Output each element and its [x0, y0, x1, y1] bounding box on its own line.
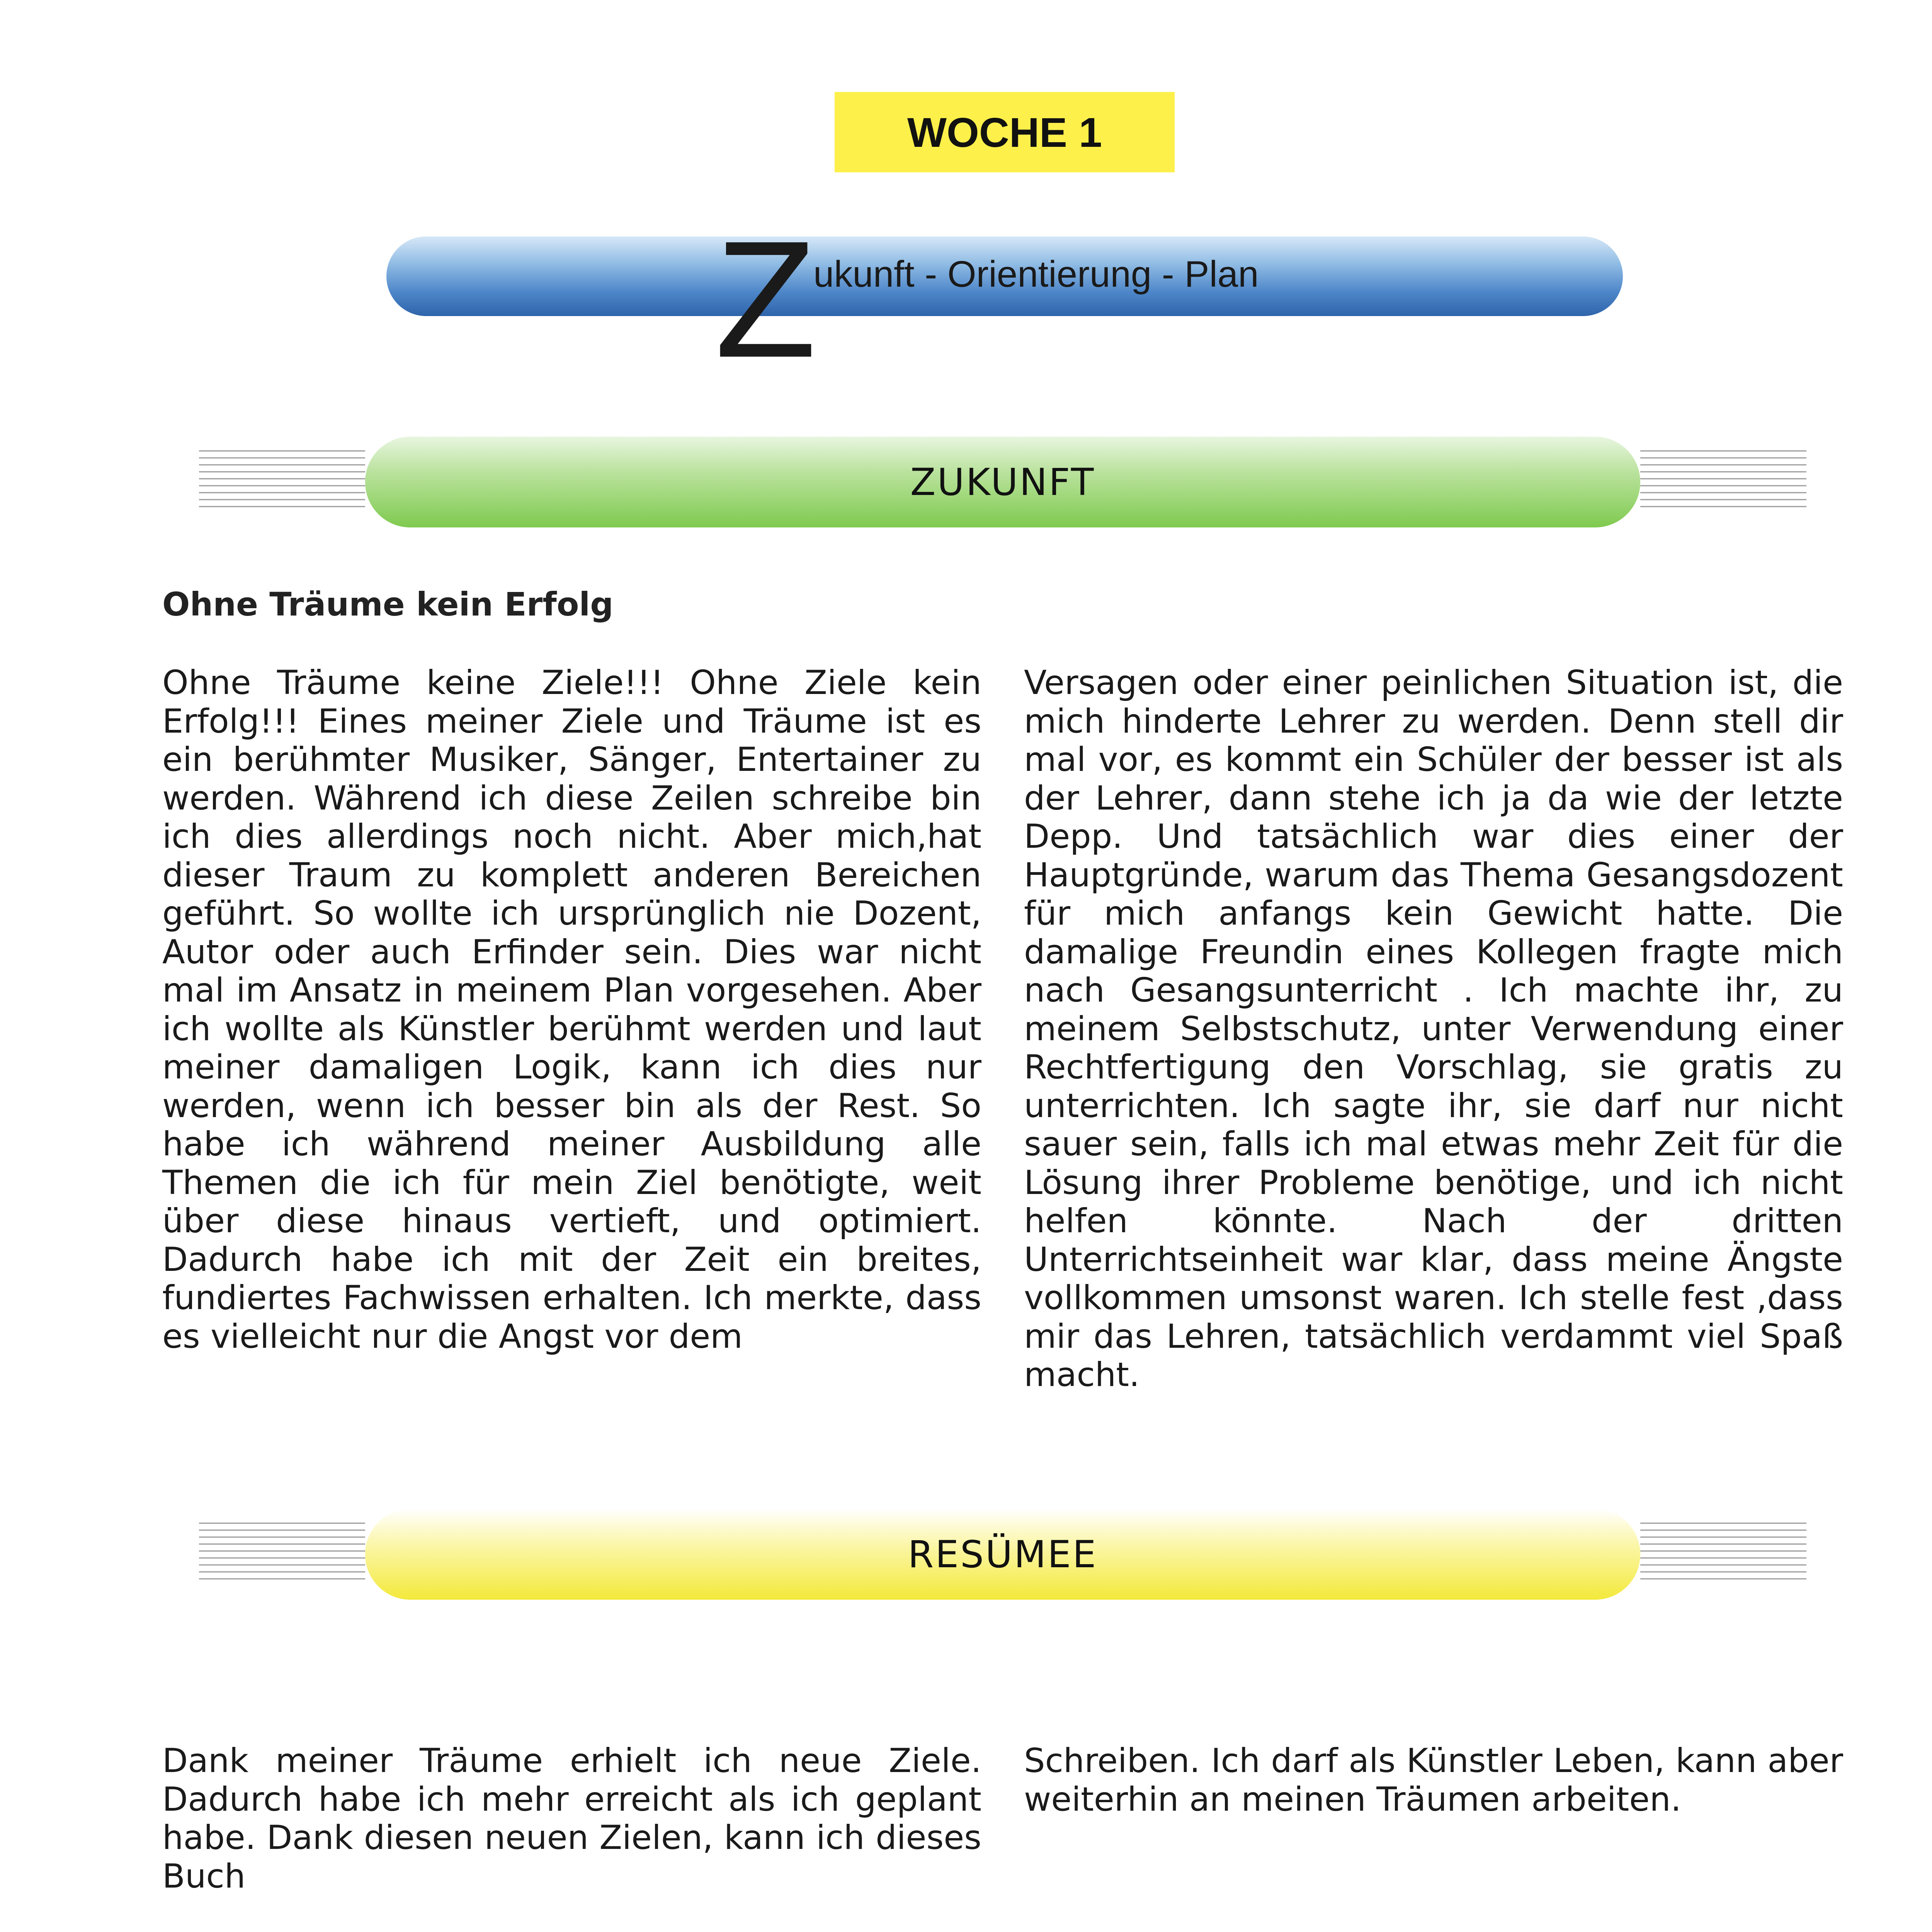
decorative-lines-left	[199, 449, 365, 511]
decorative-lines-right	[1640, 1521, 1806, 1583]
decorative-lines-right	[1640, 449, 1806, 511]
resuemee-text-right: Schreiben. Ich darf als Künstler Leben, kann aber weiterhin an meinen Träumen arbeiten.	[1024, 1742, 1843, 1819]
section-label-resuemee: RESÜMEE	[908, 1532, 1098, 1576]
zukunft-text-left: Ohne Träume keine Ziele!!! Ohne Ziele kein Erfolg!!! Eines meiner Ziele und Träume ist es ein berühmter Musiker, Sänger, Entertainer zu werden. Während ich diese Zeilen schreibe bin ich dies allerdings noch nicht. Aber mich,hat dieser Traum zu komplett anderen Bereichen geführt. So wollte ich ursprünglich nie Dozent, Autor oder auch Erfinder sein. Dies war nicht mal im Ansatz in meinem Plan vorgesehen. Aber ich wollte als Künstler berühmt werden und laut meiner damaligen Logik, kann ich dies nur werden, wenn ich besser bin als der Rest. So habe ich während meiner Ausbildung alle Themen die ich für mein Ziel benötigte, weit über diese hinaus vertieft, und optimiert. Dadurch habe ich mit der Zeit ein breites, fundiertes Fachwissen erhalten. Ich merkte, dass es vielleicht nur die Angst vor dem	[162, 663, 981, 1356]
section-header-resuemee	[365, 1509, 1640, 1600]
title-text: ukunft - Orientierung - Plan	[813, 253, 1259, 295]
article-heading: Ohne Träume kein Erfolg	[162, 585, 614, 623]
section-header-zukunft	[365, 437, 1640, 527]
title-initial: Z	[715, 207, 816, 392]
decorative-lines-left	[199, 1521, 365, 1583]
resuemee-text-left: Dank meiner Träume erhielt ich neue Ziele. Dadurch habe ich mehr erreicht als ich geplant habe. Dank diesen neuen Zielen, kann ich dieses Buch	[162, 1742, 981, 1896]
section-label-zukunft: ZUKUNFT	[910, 460, 1095, 504]
week-badge: WOCHE 1	[835, 92, 1175, 172]
zukunft-text-right: Versagen oder einer peinlichen Situation ist, die mich hinderte Lehrer zu werden. Denn stell dir mal vor, es kommt ein Schüler der besser ist als der Lehrer, dann stehe ich ja da wie der letzte Depp. Und tatsächlich war dies einer der Hauptgründe, warum das Thema Gesangsdozent für mich anfangs kein Gewicht hatte. Die damalige Freundin eines Kollegen fragte mich nach Gesangsunterricht . Ich machte ihr, zu meinem Selbstschutz, unter Verwendung einer Rechtfertigung den Vorschlag, sie gratis zu unterrichten. Ich sagte ihr, sie darf nur nicht sauer sein, falls ich mal etwas mehr Zeit für die Lösung ihrer Probleme benötige, und ich nicht helfen könnte. Nach der dritten Unterrichtseinheit war klar, dass meine Ängste vollkommen umsonst waren. Ich stelle fest ,dass mir das Lehren, tatsächlich verdammt viel Spaß macht.	[1024, 663, 1843, 1394]
